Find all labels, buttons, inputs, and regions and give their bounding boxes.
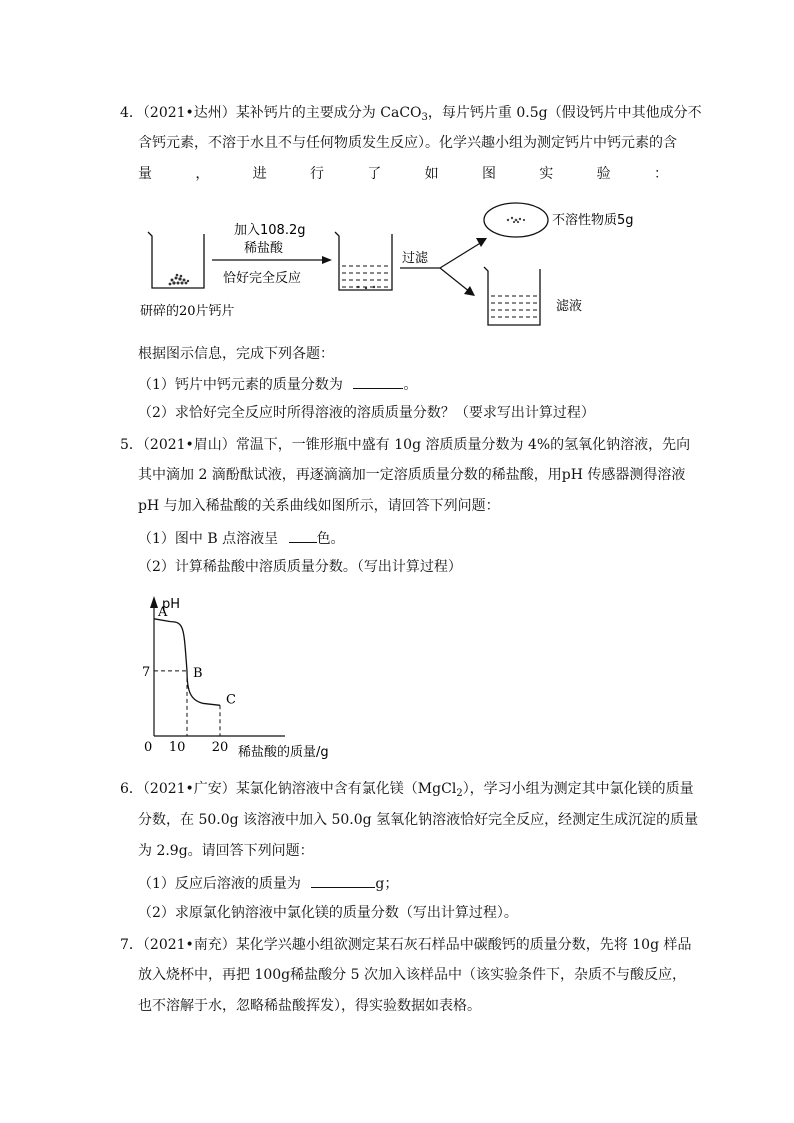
q4-subscript: 3 [421, 112, 428, 123]
y-axis-label: pH [162, 597, 181, 612]
q5-part-1-text: （1）图中 B 点溶液呈 [138, 531, 279, 547]
q5-part-2: （2）计算稀盐酸中溶质质量分数。（写出计算过程） [138, 559, 462, 575]
filtrate-label: 滤液 [556, 299, 583, 314]
q6-line-3: 为 2.9g。请回答下列问题： [138, 843, 314, 859]
experiment-diagram [130, 192, 660, 332]
q6-text: ），学习小组为测定其中氯化镁的质量 [462, 781, 694, 797]
q6-part-2: （2）求原氯化钠溶液中氯化镁的质量分数（写出计算过程）。 [138, 905, 518, 921]
q4-source: （2021•达州） [142, 105, 236, 121]
filtrate-beaker-icon [484, 267, 540, 325]
q4-line-2: 含钙元素，不溶于水且不与任何物质发生反应）。化学兴趣小组为测定钙片中钙元素的含 [138, 135, 677, 151]
arrow-head-icon [476, 238, 487, 247]
q4-text: 某补钙片的主要成分为 CaCO [235, 105, 422, 121]
q6-subscript: 2 [456, 788, 463, 799]
q5-number: 5． [120, 437, 143, 453]
q4-line-3 [138, 165, 668, 183]
point-label-c: C [226, 692, 236, 708]
q6-source: （2021•广安） [142, 781, 236, 797]
answer-blank[interactable] [289, 528, 317, 543]
q6-line-2: 分数，在 50.0g 该溶液中加入 50.0g 氢氧化钠溶液恰好完全反应，经测定生成沉淀的质量 [138, 812, 699, 828]
arrow-label-acid-amount: 加入108.2g [234, 223, 306, 238]
q7-line-2: 放入烧杯中，再把 100g稀盐酸分 5 次加入该样品中（该实验条件下，杂质不与酸反应， [138, 967, 686, 983]
x-axis-label: 稀盐酸的质量/g [238, 745, 329, 760]
answer-blank[interactable] [353, 374, 403, 389]
beaker-caption: 研碎的20片钙片 [140, 304, 235, 319]
q4-part-2: （2）求恰好完全反应时所得溶液的溶质质量分数？（要求写出计算过程） [138, 405, 595, 421]
q6-text: 某氯化钠溶液中含有氯化镁（MgCl [235, 781, 457, 797]
y-axis-arrow-icon [150, 596, 158, 608]
x-tick-label: 20 [211, 740, 229, 755]
q4-line-1 [120, 104, 702, 122]
origin-label: 0 [144, 740, 153, 755]
q5-line-1 [120, 436, 690, 454]
q6-part-1-end: g； [375, 876, 399, 892]
point-label-b: B [193, 665, 203, 681]
q4-part-1-end: 。 [403, 377, 418, 393]
point-label-a: A [158, 604, 168, 620]
q4-char: 如 [424, 166, 439, 182]
q4-number: 4． [120, 105, 143, 121]
x-tick-label: 10 [168, 740, 186, 755]
y-tick-label: 7 [142, 664, 151, 680]
q5-part-1 [138, 528, 345, 548]
q6-part-1 [138, 873, 398, 893]
q4-char: ， [195, 166, 210, 182]
q4-char: 实 [539, 166, 554, 182]
q4-text: ，每片钙片重 0.5g（假设钙片中其他成分不 [427, 105, 702, 121]
arrow-head-icon [322, 256, 332, 264]
q7-line-1 [120, 936, 692, 954]
q4-char: ： [653, 166, 668, 182]
q6-part-1-text: （1）反应后溶液的质量为 [138, 876, 301, 892]
answer-blank[interactable] [311, 873, 375, 888]
q4-char: 验 [596, 166, 611, 182]
beaker-with-solution-icon [335, 232, 392, 290]
arrow-label-reaction: 恰好完全反应 [223, 271, 302, 286]
q7-source: （2021•南充） [142, 937, 236, 953]
q7-line-3: 也不溶解于水，忽略稀盐酸挥发），得实验数据如表格。 [138, 998, 481, 1014]
q5-line-2: 其中滴加 2 滴酚酞试液，再逐滴滴加一定溶质质量分数的稀盐酸，用pH 传感器测得溶液 [138, 467, 686, 483]
q4-char: 进 [252, 166, 267, 182]
q5-text: 常温下，一锥形瓶中盛有 10g 溶质质量分数为 4%的氢氧化钠溶液，先向 [235, 437, 691, 453]
filter-label: 过滤 [402, 251, 429, 266]
q7-text: 某化学兴趣小组欲测定某石灰石样品中碳酸钙的质量分数，先将 10g 样品 [235, 937, 692, 953]
q4-part-1-text: （1）钙片中钙元素的质量分数为 [138, 377, 343, 393]
q4-part-1 [138, 374, 417, 394]
arrow-label-acid: 稀盐酸 [244, 241, 284, 256]
q6-number: 6． [120, 781, 143, 797]
q7-number: 7． [120, 937, 143, 953]
arrow-head-icon [464, 286, 475, 296]
q4-char: 量 [138, 166, 152, 182]
beaker-with-tablets-icon [148, 232, 204, 288]
q6-line-1 [120, 780, 694, 798]
q4-char: 了 [367, 166, 382, 182]
ph-chart [130, 588, 360, 766]
q5-source: （2021•眉山） [142, 437, 236, 453]
q4-char: 行 [309, 166, 324, 182]
q5-line-3: pH 与加入稀盐酸的关系曲线如图所示，请回答下列问题： [138, 498, 500, 514]
q5-part-1-end: 色。 [316, 531, 345, 547]
q4-prompt: 根据图示信息，完成下列各题： [138, 346, 334, 362]
insoluble-label: 不溶性物质5g [552, 213, 634, 228]
q4-char: 图 [481, 166, 496, 182]
